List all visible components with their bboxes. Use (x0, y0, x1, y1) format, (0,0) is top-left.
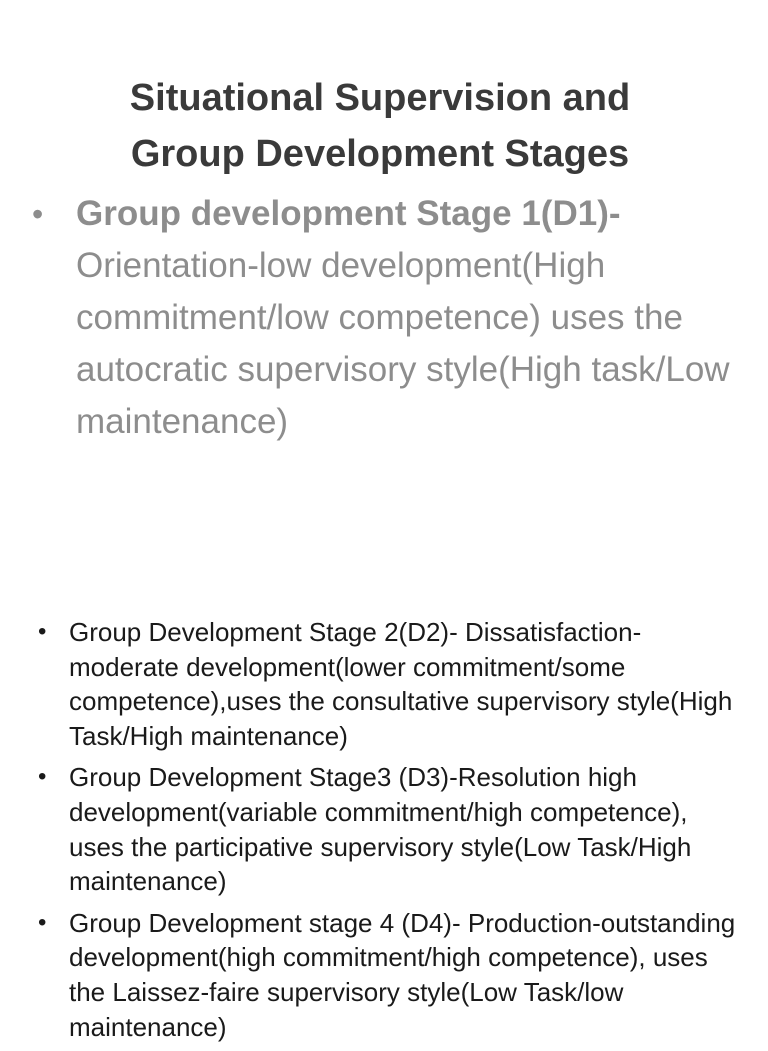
list-item-stage-2 (38, 615, 748, 753)
bullet-icon: • (38, 908, 47, 936)
stages-2-4-bullet-list (38, 615, 748, 1051)
stage-1-heading: Group development Stage 1(D1)- (76, 194, 621, 233)
list-item-stage-4 (38, 906, 748, 1044)
stage-2-text: Group Development Stage 2(D2)- Dissatisfaction-moderate development(lower commitment/some competence),uses the consultative supervisory style(High Task/High maintenance) (69, 617, 733, 751)
bullet-icon: • (38, 763, 47, 791)
slide-title-line-1: Situational Supervision and (129, 77, 631, 119)
list-item-stage-3 (38, 760, 748, 898)
slide-title (60, 70, 700, 182)
list-item-stage-1 (28, 188, 748, 448)
slide-title-line-2: Group Development Stages (130, 133, 630, 175)
stage-1-bullet-list (28, 188, 748, 448)
stage-4-text: Group Development stage 4 (D4)- Production-outstanding development(high commitment/high competence), uses the Laissez-faire supervisory style(Low Task/low maintenance) (69, 907, 736, 1042)
stage-3-text: Group Development Stage3 (D3)-Resolution high development(variable commitment/high competence), uses the participative supervisory style(Low Task/High maintenance) (69, 762, 692, 897)
bullet-icon: • (38, 618, 47, 645)
stage-1-description: Orientation-low development(High commitment/low competence) uses the autocratic supervisory style(High task/Low maintenance) (76, 246, 730, 441)
bullet-icon: • (32, 196, 44, 232)
